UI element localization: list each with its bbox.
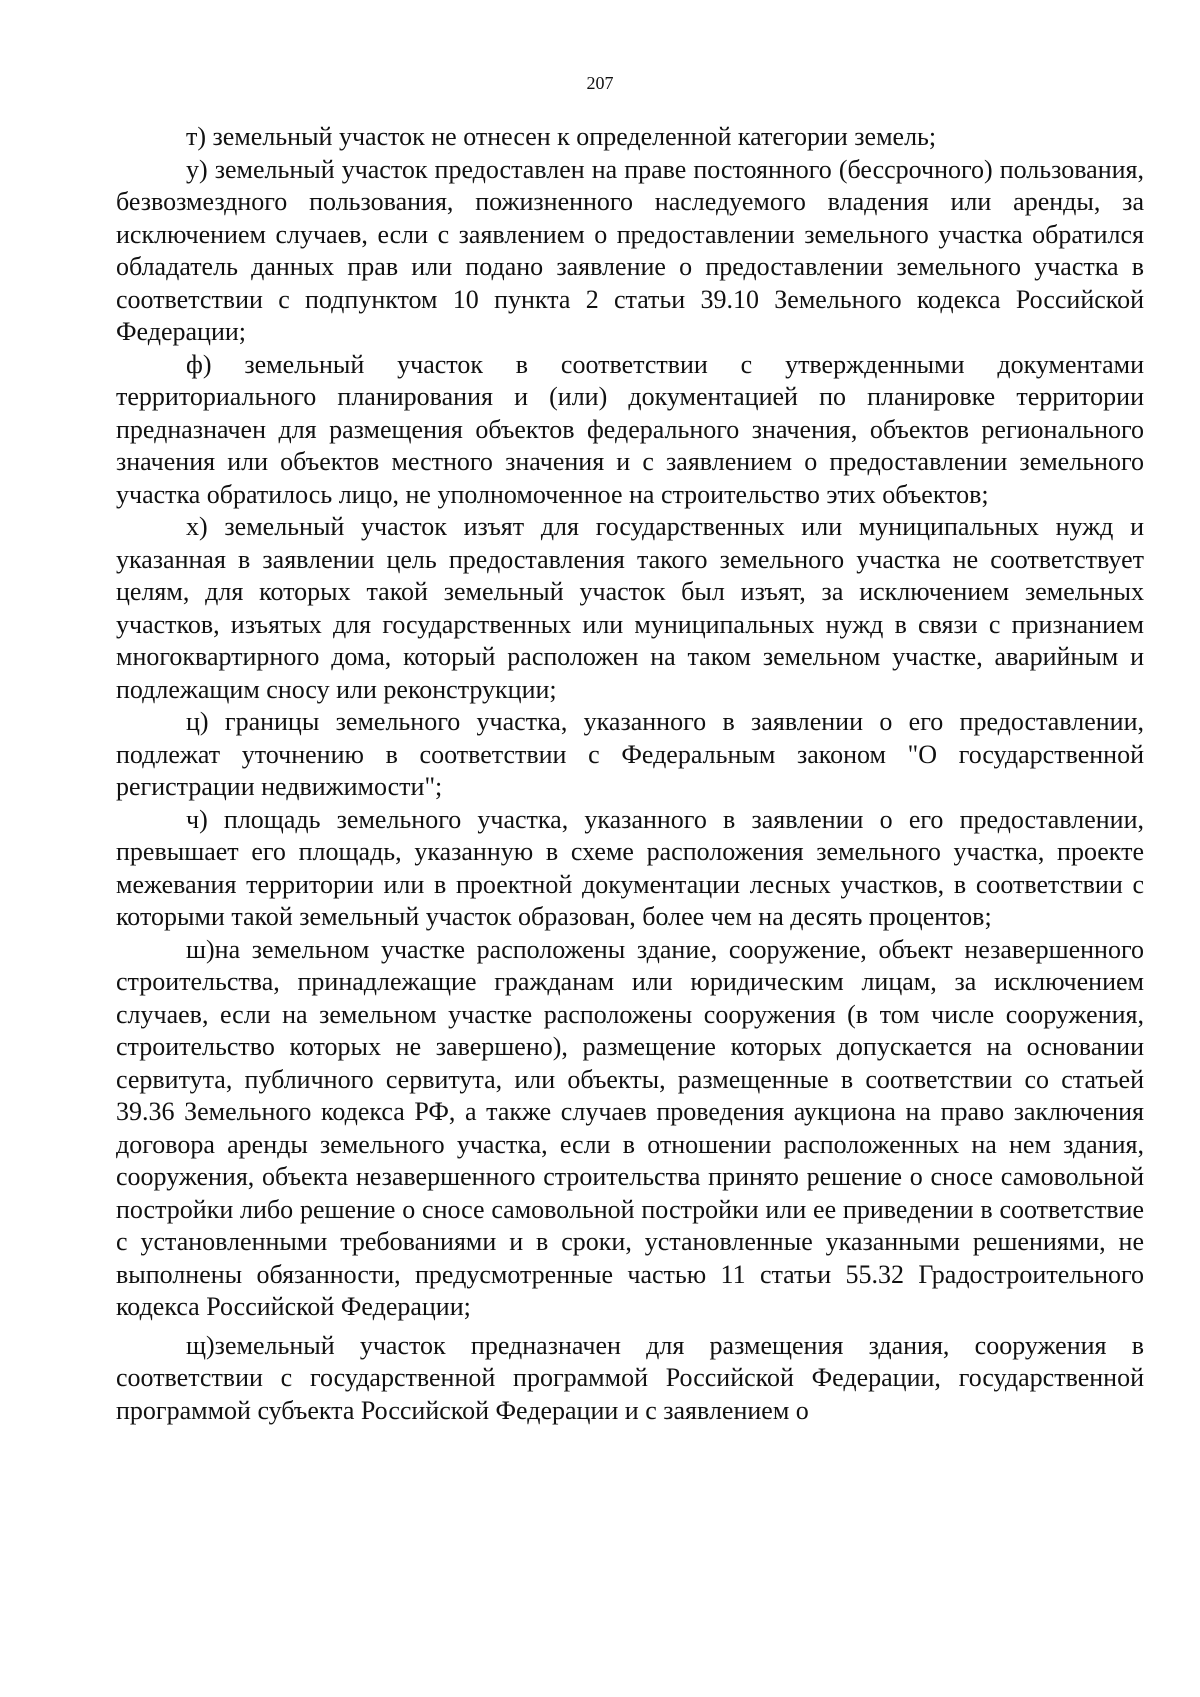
paragraph-kh: х) земельный участок изъят для государственных или муниципальных нужд и указанная в заявлении цель предоставления такого земельного участка не соответствует целям, для которых такой земельный участок был изъят, за исключением земельных участков, изъятых для государственных или муниципальных нужд в связи с признанием многоквартирного дома, который расположен на таком земельном участке, аварийным и подлежащим сносу или реконструкции; — [116, 512, 1144, 704]
document-body — [116, 121, 1144, 1427]
paragraph-t: т) земельный участок не отнесен к определенной категории земель; — [186, 122, 937, 151]
page-number: 207 — [586, 73, 614, 93]
paragraph-f: ф) земельный участок в соответствии с утвержденными документами территориального планирования и (или) документацией по планировке территории предназначен для размещения объектов федерального значения, объектов регионального значения или объектов местного значения и с заявлением о предоставлении земельного участка обратилось лицо, не уполномоченное на строительство этих объектов; — [116, 349, 1144, 509]
paragraph-u: у) земельный участок предоставлен на праве постоянного (бессрочного) пользования, безвозмездного пользования, пожизненного наследуемого владения или аренды, за исключением случаев, если с заявлением о предоставлении земельного участка обратился обладатель данных прав или подано заявление о предоставлении земельного участка в соответствии с подпунктом 10 пункта 2 статьи 39.10 Земельного кодекса Российской Федерации; — [116, 154, 1144, 346]
paragraph-ts: ц) границы земельного участка, указанного в заявлении о его предоставлении, подлежат уточнению в соответствии с Федеральным законом "О государственной регистрации недвижимости"; — [116, 707, 1144, 801]
paragraph-shch: щ)земельный участок предназначен для размещения здания, сооружения в соответствии с государственной программой Российской Федерации, государственной программой субъекта Российской Федерации и с заявлением о — [116, 1330, 1144, 1425]
paragraph-sh: ш)на земельном участке расположены здание, сооружение, объект незавершенного строительства, принадлежащие гражданам или юридическим лицам, за исключением случаев, если на земельном участке расположены сооружения (в том числе сооружения, строительство которых не завершено), размещение которых допускается на основании сервитута, публичного сервитута, или объекты, размещенные в соответствии со статьей 39.36 Земельного кодекса РФ, а также случаев проведения аукциона на право заключения договора аренды земельного участка, если в отношении расположенных на нем здания, сооружения, объекта незавершенного строительства принято решение о сносе самовольной постройки либо решение о сносе самовольной постройки или ее приведении в соответствие с установленными требованиями и в сроки, установленные указанными решениями, не выполнены обязанности, предусмотренные частью 11 статьи 55.32 Градостроительного кодекса Российской Федерации; — [116, 934, 1144, 1321]
paragraph-ch: ч) площадь земельного участка, указанного в заявлении о его предоставлении, превышает его площадь, указанную в схеме расположения земельного участка, проекте межевания территории или в проектной документации лесных участков, в соответствии с которыми такой земельный участок образован, более чем на десять процентов; — [116, 804, 1144, 931]
